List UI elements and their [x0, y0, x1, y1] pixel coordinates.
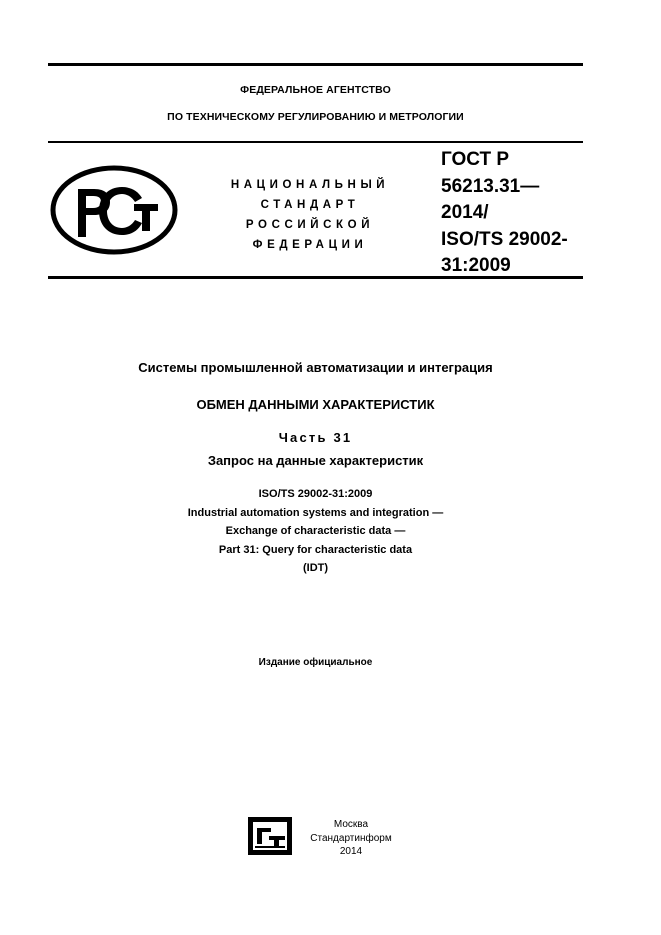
rst-emblem-icon [50, 165, 178, 255]
edition-note: Издание официальное [258, 657, 373, 668]
top-rule [48, 63, 583, 66]
middle-rule [48, 141, 583, 143]
national-standard-caption [210, 175, 410, 255]
standard-designation [441, 147, 591, 280]
iso-reference [48, 485, 583, 578]
iso-line-2: Industrial automation systems and integration — [187, 506, 444, 519]
document-part: Часть 31 [278, 430, 353, 445]
national-line-1: НАЦИОНАЛЬНЫЙ [230, 179, 390, 191]
agency-line-1: ФЕДЕРАЛЬНОЕ АГЕНТСТВО [240, 84, 391, 96]
iso-line-3: Exchange of characteristic data — [225, 525, 406, 537]
iso-line-5: (IDT) [302, 562, 329, 574]
document-subtitle: Запрос на данные характеристик [207, 453, 424, 468]
document-subject: ОБМЕН ДАННЫМИ ХАРАКТЕРИСТИК [196, 397, 435, 412]
designation-line-4: ISO/TS 29002- [441, 228, 568, 250]
designation-line-3: 2014/ [441, 202, 489, 223]
bottom-rule [48, 276, 583, 279]
designation-line-1: ГОСТ Р [441, 149, 510, 170]
national-line-4: ФЕДЕРАЦИИ [252, 239, 368, 251]
designation-line-2: 56213.31— [441, 175, 540, 197]
publisher-city: Москва [333, 819, 369, 830]
agency-line-2: ПО ТЕХНИЧЕСКОМУ РЕГУЛИРОВАНИЮ И МЕТРОЛОГИИ [167, 111, 464, 123]
national-line-3: РОССИЙСКОЙ [245, 219, 375, 231]
designation-line-5: 31:2009 [441, 255, 511, 276]
standartinform-logo-icon [247, 816, 295, 856]
iso-line-1: ISO/TS 29002-31:2009 [258, 488, 373, 500]
iso-line-4: Part 31: Query for characteristic data [218, 543, 413, 556]
publisher-info [296, 818, 406, 859]
publisher-year: 2014 [339, 846, 363, 857]
publisher-name: Стандартинформ [310, 832, 392, 844]
document-title: Системы промышленной автоматизации и интеграция [138, 360, 493, 375]
national-line-2: СТАНДАРТ [260, 199, 360, 211]
